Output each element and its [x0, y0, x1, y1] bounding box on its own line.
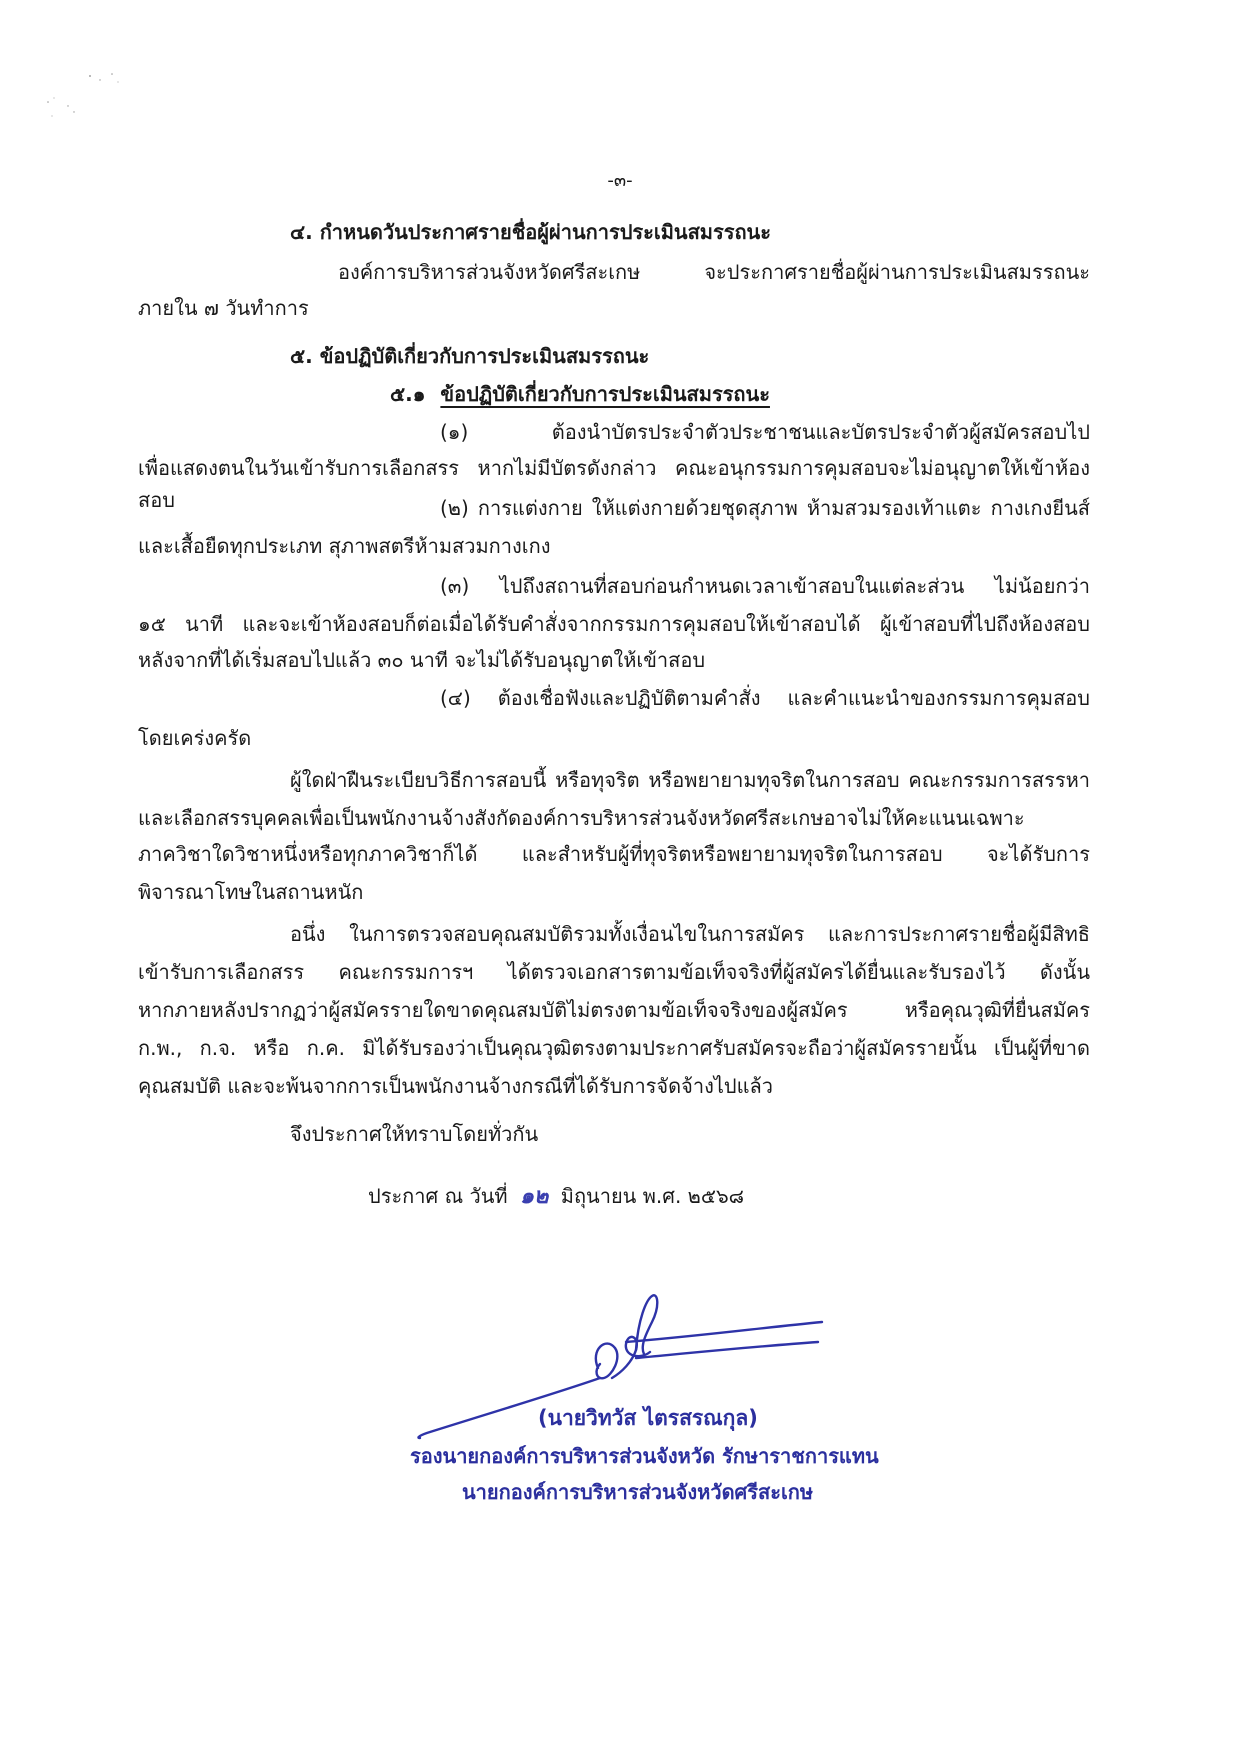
- page-number: -๓-: [607, 170, 633, 191]
- rule-3-continuation-1: ๑๕ นาที และจะเข้าห้องสอบก็ต่อเมื่อได้รับคำสั่งจากกรรมการคุมสอบให้เข้าสอบได้ ผู้เข้าสอบที่ไปถึงห้องสอบ: [138, 612, 1090, 636]
- rule-1-first-line: (๑) ต้องนำบัตรประจำตัวประชาชนและบัตรประจำตัวผู้สมัครสอบไป: [440, 420, 1090, 444]
- section5-1-title: ข้อปฏิบัติเกี่ยวกับการประเมินสมรรถนะ: [440, 382, 770, 406]
- qualification-paragraph-line1: อนึ่ง ในการตรวจสอบคุณสมบัติรวมทั้งเงื่อนไขในการสมัคร และการประกาศรายชื่อผู้มีสิทธิ: [290, 922, 1090, 946]
- closing-statement: จึงประกาศให้ทราบโดยทั่วกัน: [290, 1122, 539, 1146]
- violation-paragraph-line4: พิจารณาโทษในสถานหนัก: [138, 880, 364, 904]
- signatory-name: (นายวิทวัส ไตรสรณกุล): [538, 1406, 758, 1430]
- signatory-position-line1: รองนายกองค์การบริหารส่วนจังหวัด รักษาราชการแทน: [410, 1444, 879, 1468]
- qualification-paragraph-line2: เข้ารับการเลือกสรร คณะกรรมการฯ ได้ตรวจเอกสารตามข้อเท็จจริงที่ผู้สมัครได้ยื่นและรับรองไว้ ดังนั้น: [138, 960, 1090, 984]
- qualification-paragraph-line4: ก.พ., ก.จ. หรือ ก.ค. มิได้รับรองว่าเป็นคุณวุฒิตรงตามประกาศรับสมัครจะถือว่าผู้สมัครรายนั้น เป็นผู้ที่ขาด: [138, 1036, 1090, 1060]
- violation-paragraph-line3: ภาควิชาใดวิชาหนึ่งหรือทุกภาควิชาก็ได้ และสำหรับผู้ที่ทุจริตหรือพยายามทุจริตในการสอบ จะได้รับการ: [138, 842, 1090, 866]
- rule-2-first-line: (๒) การแต่งกาย ให้แต่งกายด้วยชุดสุภาพ ห้ามสวมรองเท้าแตะ กางเกงยีนส์: [440, 496, 1090, 520]
- rule-2-continuation: และเสื้อยืดทุกประเภท สุภาพสตรีห้ามสวมกางเกง: [138, 534, 551, 558]
- section5-heading: ๕. ข้อปฏิบัติเกี่ยวกับการประเมินสมรรถนะ: [290, 344, 650, 368]
- qualification-paragraph-line3: หากภายหลังปรากฏว่าผู้สมัครรายใดขาดคุณสมบัติไม่ตรงตามข้อเท็จจริงของผู้สมัคร หรือคุณวุฒิที่ยื่นสมัคร: [138, 998, 1090, 1022]
- rule-4-continuation: โดยเคร่งครัด: [138, 726, 252, 750]
- date-prefix: ประกาศ ณ วันที่: [368, 1184, 508, 1208]
- section5-1-heading: [390, 378, 770, 410]
- rule-4-first-line: (๔) ต้องเชื่อฟังและปฏิบัติตามคำสั่ง และคำแนะนำของกรรมการคุมสอบ: [440, 686, 1090, 710]
- qualification-paragraph-line5: คุณสมบัติ และจะพ้นจากการเป็นพนักงานจ้างกรณีที่ได้รับการจัดจ้างไปแล้ว: [138, 1074, 773, 1098]
- date-suffix: มิถุนายน พ.ศ. ๒๕๖๘: [560, 1184, 745, 1208]
- rule-3-continuation-2: หลังจากที่ได้เริ่มสอบไปแล้ว ๓๐ นาที จะไม่ได้รับอนุญาตให้เข้าสอบ: [138, 648, 706, 672]
- signatory-position-line2: นายกองค์การบริหารส่วนจังหวัดศรีสะเกษ: [462, 1480, 814, 1504]
- rule-3-first-line: (๓) ไปถึงสถานที่สอบก่อนกำหนดเวลาเข้าสอบในแต่ละส่วน ไม่น้อยกว่า: [440, 574, 1090, 598]
- rule-1-continuation: เพื่อแสดงตนในวันเข้ารับการเลือกสรร หากไม่มีบัตรดังกล่าว คณะอนุกรรมการคุมสอบจะไม่อนุญาตให้เข้าห้องสอบ: [138, 456, 1090, 512]
- violation-paragraph-line1: ผู้ใดฝ่าฝืนระเบียบวิธีการสอบนี้ หรือทุจริต หรือพยายามทุจริตในการสอบ คณะกรรมการสรรหา: [290, 768, 1090, 792]
- section4-heading: ๔. กำหนดวันประกาศรายชื่อผู้ผ่านการประเมินสมรรถนะ: [290, 220, 771, 244]
- violation-paragraph-line2: และเลือกสรรบุคคลเพื่อเป็นพนักงานจ้างสังกัดองค์การบริหารส่วนจังหวัดศรีสะเกษอาจไม่ให้คะแนนเฉพาะ: [138, 806, 1025, 830]
- section4-text-line2: ภายใน ๗ วันทำการ: [138, 296, 309, 320]
- section4-text-line1: องค์การบริหารส่วนจังหวัดศรีสะเกษ จะประกาศรายชื่อผู้ผ่านการประเมินสมรรถนะ: [338, 260, 1090, 284]
- date-day-handwritten: ๑๒: [519, 1184, 549, 1209]
- section5-1-number: ๕.๑: [390, 382, 426, 406]
- scan-specks: [40, 60, 130, 130]
- announcement-date: [368, 1180, 744, 1213]
